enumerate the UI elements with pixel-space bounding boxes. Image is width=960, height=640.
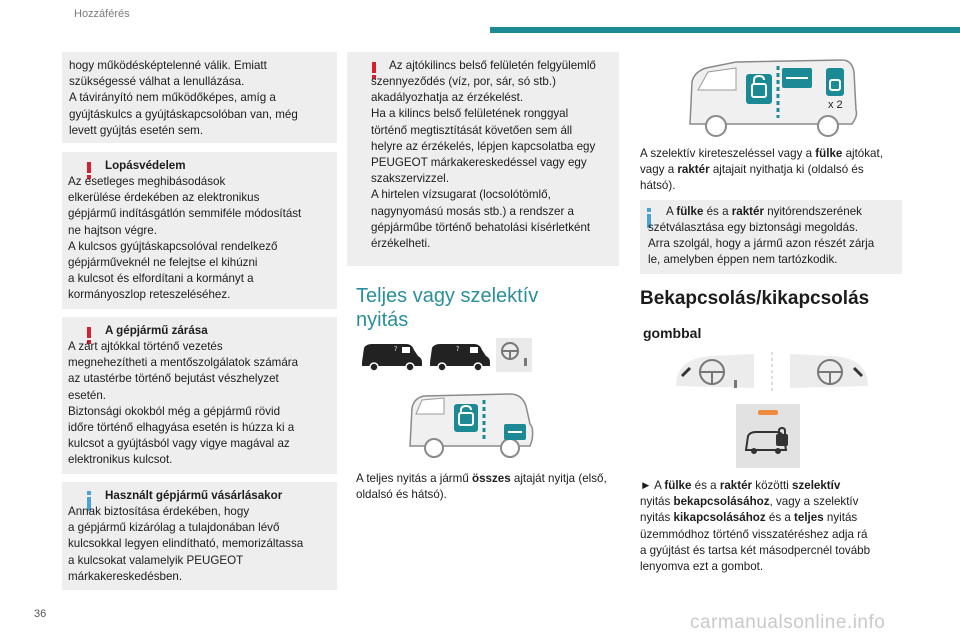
warning-first-line <box>68 174 331 304</box>
svg-text:7: 7 <box>456 347 460 353</box>
padlock-icon <box>826 68 844 96</box>
note-text: hogy működésképtelenné válik. Emiatt szükségessé válhat a lenullázása. A távirányító nem működőképes, amíg a gyújtáskulcs a gyújtáskapcsolóban van, még levett gyújtás esetén sem. <box>69 59 298 137</box>
warning-box-handle <box>347 52 619 266</box>
warning-body: A zárt ajtókkal történő vezetés megnehezítheti a mentőszolgálatok számára az utastérbe történő bejutást vészhelyzet esetén. Biztonsági okokból még a gépjármű rövid időre történő elhagyása esetén is húzza ki a kulcsot a gyújtásból vagy vigye magával az elektronikus kulcsot. <box>68 340 299 467</box>
note-box-remote <box>62 52 337 143</box>
info-body: szétválasztása egy biztonsági megoldás. Arra szolgál, hogy a jármű azon részét zárja le, amelyben éppen nem tartózkodik. <box>648 221 875 267</box>
info-box-used-vehicle <box>62 482 337 590</box>
vehicle-icons-figure <box>360 336 540 376</box>
page-number: 36 <box>34 608 47 620</box>
svg-text:7: 7 <box>394 347 398 353</box>
warning-box-locking <box>62 317 337 474</box>
van-icon <box>430 344 490 371</box>
activation-heading: Bekapcsolás/kikapcsolás <box>640 288 870 309</box>
selective-van-figure <box>682 52 862 142</box>
button-subheading: gombbal <box>643 325 702 341</box>
info-first-line <box>68 504 331 585</box>
padlock-icon <box>454 404 478 432</box>
warning-title: Lopásvédelem <box>105 159 186 172</box>
header-accent-bar <box>490 27 960 33</box>
warning-body: szennyeződés (víz, por, sár, só stb.) akadályozhatja az érzékelést. Ha a kilincs belső felületének ronggyal történő megtisztítását követően sem áll helyre az érzékelés, lépjen kapcsolatba egy PEUGEOT márkakereskedéssel vagy egy szakszervizzel. A hirtelen vízsugarat (locsolótömlő, nagynyomású mosás stb.) a rendszer a gépjárműbe történő behatolási kísérletként érzékelheti. <box>371 75 596 251</box>
selective-unlock-text: A szelektív kireteszeléssel vagy a fülke ajtókat, vagy a raktér ajtajait nyithatja ki (oldalsó és hátsó). <box>640 147 883 193</box>
warning-box-antitheft <box>62 152 337 309</box>
door-handle-icon <box>782 68 812 88</box>
door-handle-icon <box>496 338 532 372</box>
info-box-separation <box>640 200 902 274</box>
info-first-line: A fülke és a raktér nyitórendszerének <box>666 205 862 218</box>
warning-body: Az esetleges meghibásodások elkerülése érdekében az elektronikus gépjármű indításgátlón semmiféle módosítást ne hajtson végre. A kulcsos gyújtáskapcsolóval rendelkező gépjárműveknél ne felejtse el kihúzni a kulcsot és elfordítani a kormányt a kormányoszlop reteszeléséhez. <box>68 175 302 302</box>
selective-button-figure <box>736 404 800 468</box>
watermark: carmanualsonline.info <box>690 612 886 633</box>
press-count-label: x 2 <box>828 99 843 111</box>
warning-first-line: Az ajtókilincs belső felületén felgyülemlő <box>389 59 596 72</box>
header-title: Hozzáférés <box>74 8 130 20</box>
door-handle-icon <box>504 424 526 440</box>
open-van-figure <box>398 384 538 464</box>
info-body: Annak biztosítása érdekében, hogy a gépjármű kizárólag a tulajdonában lévő kulcsokkal legyen elindítható, memorizáltassa a kulcsokat valamelyik PEUGEOT márkakereskedésben. <box>68 505 304 583</box>
button-instruction-text: ► A fülke és a raktér közötti szelektív nyitás bekapcsolásához, vagy a szelektív nyitás kikapcsolásához és a teljes nyitás üzemmódhoz történő visszatéréshez adja rá a gyújtást és tartsa két másodpercnél tovább lenyomva ezt a gombot. <box>640 479 871 574</box>
section-title: Teljes vagy szelektív nyitás <box>356 285 539 331</box>
warning-first-line <box>68 339 331 469</box>
van-icon <box>362 344 422 371</box>
warning-title: A gépjármű zárása <box>105 324 208 337</box>
full-opening-text: A teljes nyitás a jármű összes ajtaját nyitja (első, oldalsó és hátsó). <box>356 472 607 502</box>
padlock-icon <box>746 74 772 104</box>
info-title: Használt gépjármű vásárlásakor <box>105 489 283 502</box>
dashboard-figure <box>672 350 872 394</box>
